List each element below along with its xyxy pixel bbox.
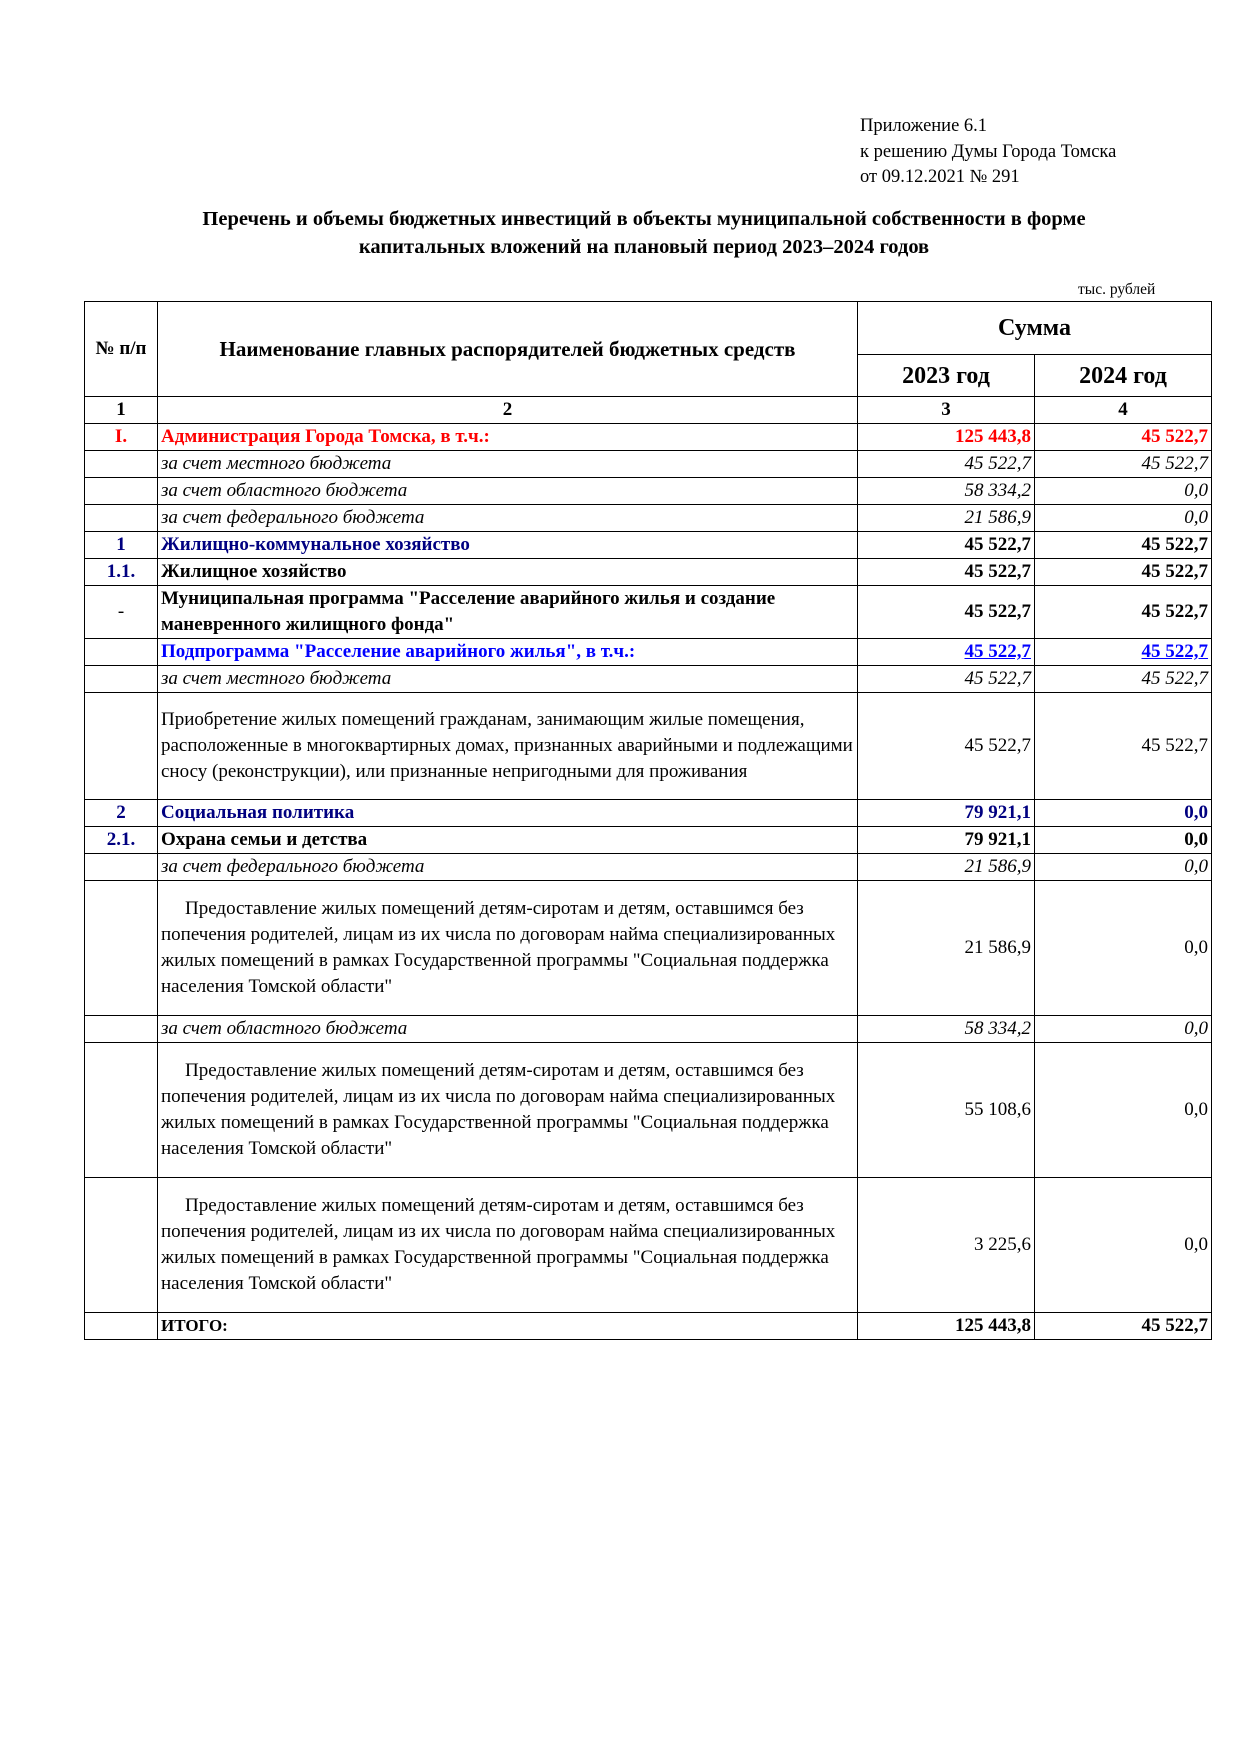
row-2023: 45 522,7: [858, 639, 1035, 666]
header-row: [85, 302, 1212, 355]
col-number: 3: [858, 397, 1035, 424]
total-2023: 125 443,8: [858, 1313, 1035, 1340]
table-row: [85, 827, 1212, 854]
title-line-2: капитальных вложений на плановый период 2023–2024 годов: [358, 236, 930, 258]
row-name: за счет местного бюджета: [158, 451, 858, 478]
row-2024: 0,0: [1035, 478, 1212, 505]
row-2024: 0,0: [1035, 800, 1212, 827]
table-row: [85, 1178, 1212, 1313]
row-2024: 45 522,7: [1035, 693, 1212, 800]
row-name: Администрация Города Томска, в т.ч.:: [158, 424, 858, 451]
header-year-2023: 2023 год: [858, 355, 1035, 397]
table-row: [85, 1016, 1212, 1043]
row-name: Социальная политика: [158, 800, 858, 827]
row-2024: 0,0: [1035, 1016, 1212, 1043]
row-2024: 45 522,7: [1035, 639, 1212, 666]
row-name: за счет областного бюджета: [158, 1016, 858, 1043]
table-row: [85, 586, 1212, 639]
row-num: 2.1.: [85, 827, 158, 854]
row-2023: 45 522,7: [858, 586, 1035, 639]
row-name: за счет местного бюджета: [158, 666, 858, 693]
row-2024: 0,0: [1035, 881, 1212, 1016]
header-year-2024: 2024 год: [1035, 355, 1212, 397]
col-number: 2: [158, 397, 858, 424]
row-num: [85, 854, 158, 881]
col-number: 4: [1035, 397, 1212, 424]
appendix-note: [860, 114, 1116, 191]
row-name: за счет федерального бюджета: [158, 505, 858, 532]
budget-table: [84, 301, 1212, 1340]
col-number: 1: [85, 397, 158, 424]
row-2023: 125 443,8: [858, 424, 1035, 451]
title-line-1: Перечень и объемы бюджетных инвестиций в объекты муниципальной собственности в форме: [202, 208, 1086, 230]
row-num: 2: [85, 800, 158, 827]
row-num: [85, 505, 158, 532]
row-2023: 21 586,9: [858, 881, 1035, 1016]
table-row: [85, 881, 1212, 1016]
row-name: за счет областного бюджета: [158, 478, 858, 505]
unit-label: тыс. рублей: [1078, 281, 1156, 298]
table-row: [85, 854, 1212, 881]
column-numbers-row: [85, 397, 1212, 424]
row-2024: 45 522,7: [1035, 559, 1212, 586]
row-2023: 45 522,7: [858, 559, 1035, 586]
table-row: [85, 559, 1212, 586]
row-2023: 21 586,9: [858, 505, 1035, 532]
total-row: [85, 1313, 1212, 1340]
row-2023: 55 108,6: [858, 1043, 1035, 1178]
row-name: Приобретение жилых помещений гражданам, занимающим жилые помещения, расположенные в многоквартирных домах, признанных аварийными и подлежащими сносу (реконструкции), или признанные непригодными для проживания: [158, 693, 858, 800]
row-2024: 45 522,7: [1035, 451, 1212, 478]
total-label: ИТОГО:: [158, 1313, 858, 1340]
row-num: -: [85, 586, 158, 639]
table-row: [85, 532, 1212, 559]
row-2024: 0,0: [1035, 1043, 1212, 1178]
row-num: 1.1.: [85, 559, 158, 586]
table-row: [85, 639, 1212, 666]
row-2023: 3 225,6: [858, 1178, 1035, 1313]
table-row: [85, 666, 1212, 693]
table-row: [85, 693, 1212, 800]
row-2023: 21 586,9: [858, 854, 1035, 881]
row-num: [85, 1016, 158, 1043]
row-2024: 0,0: [1035, 827, 1212, 854]
total-num: [85, 1313, 158, 1340]
row-num: 1: [85, 532, 158, 559]
row-2024: 45 522,7: [1035, 532, 1212, 559]
row-name: Охрана семьи и детства: [158, 827, 858, 854]
table-row: [85, 451, 1212, 478]
row-2024: 45 522,7: [1035, 424, 1212, 451]
row-num: [85, 1178, 158, 1313]
row-name: Подпрограмма "Расселение аварийного жилья", в т.ч.:: [158, 639, 858, 666]
row-name: Предоставление жилых помещений детям-сиротам и детям, оставшимся без попечения родителей, лицам из их числа по договорам найма специализированных жилых помещений в рамках Государственной программы "Социальная поддержка населения Томской области": [158, 881, 858, 1016]
total-2024: 45 522,7: [1035, 1313, 1212, 1340]
row-name: Муниципальная программа "Расселение аварийного жилья и создание маневренного жилищного фонда": [158, 586, 858, 639]
row-name: Предоставление жилых помещений детям-сиротам и детям, оставшимся без попечения родителей, лицам из их числа по договорам найма специализированных жилых помещений в рамках Государственной программы "Социальная поддержка населения Томской области": [158, 1043, 858, 1178]
row-name: за счет федерального бюджета: [158, 854, 858, 881]
row-num: [85, 1043, 158, 1178]
row-2024: 0,0: [1035, 854, 1212, 881]
row-num: [85, 478, 158, 505]
header-sum: Сумма: [858, 302, 1212, 355]
row-2023: 58 334,2: [858, 478, 1035, 505]
row-2023: 45 522,7: [858, 693, 1035, 800]
row-num: [85, 639, 158, 666]
row-2023: 45 522,7: [858, 451, 1035, 478]
table-row: [85, 1043, 1212, 1178]
row-2024: 45 522,7: [1035, 666, 1212, 693]
row-name: Предоставление жилых помещений детям-сиротам и детям, оставшимся без попечения родителей, лицам из их числа по договорам найма специализированных жилых помещений в рамках Государственной программы "Социальная поддержка населения Томской области": [158, 1178, 858, 1313]
row-num: I.: [85, 424, 158, 451]
table-row: [85, 424, 1212, 451]
row-num: [85, 693, 158, 800]
row-2023: 58 334,2: [858, 1016, 1035, 1043]
row-2024: 0,0: [1035, 505, 1212, 532]
row-name: Жилищное хозяйство: [158, 559, 858, 586]
row-2023: 79 921,1: [858, 827, 1035, 854]
row-2023: 45 522,7: [858, 532, 1035, 559]
appendix-line-1: Приложение 6.1: [860, 116, 988, 136]
row-name: Жилищно-коммунальное хозяйство: [158, 532, 858, 559]
header-num: № п/п: [85, 302, 158, 397]
document-title: [84, 205, 1204, 261]
row-2023: 45 522,7: [858, 666, 1035, 693]
appendix-line-3: от 09.12.2021 № 291: [860, 167, 1020, 187]
row-2024: 0,0: [1035, 1178, 1212, 1313]
row-num: [85, 451, 158, 478]
table-row: [85, 505, 1212, 532]
table-row: [85, 478, 1212, 505]
row-2024: 45 522,7: [1035, 586, 1212, 639]
row-num: [85, 881, 158, 1016]
table-row: [85, 800, 1212, 827]
header-name: Наименование главных распорядителей бюджетных средств: [158, 302, 858, 397]
row-2023: 79 921,1: [858, 800, 1035, 827]
row-num: [85, 666, 158, 693]
appendix-line-2: к решению Думы Города Томска: [860, 141, 1117, 162]
